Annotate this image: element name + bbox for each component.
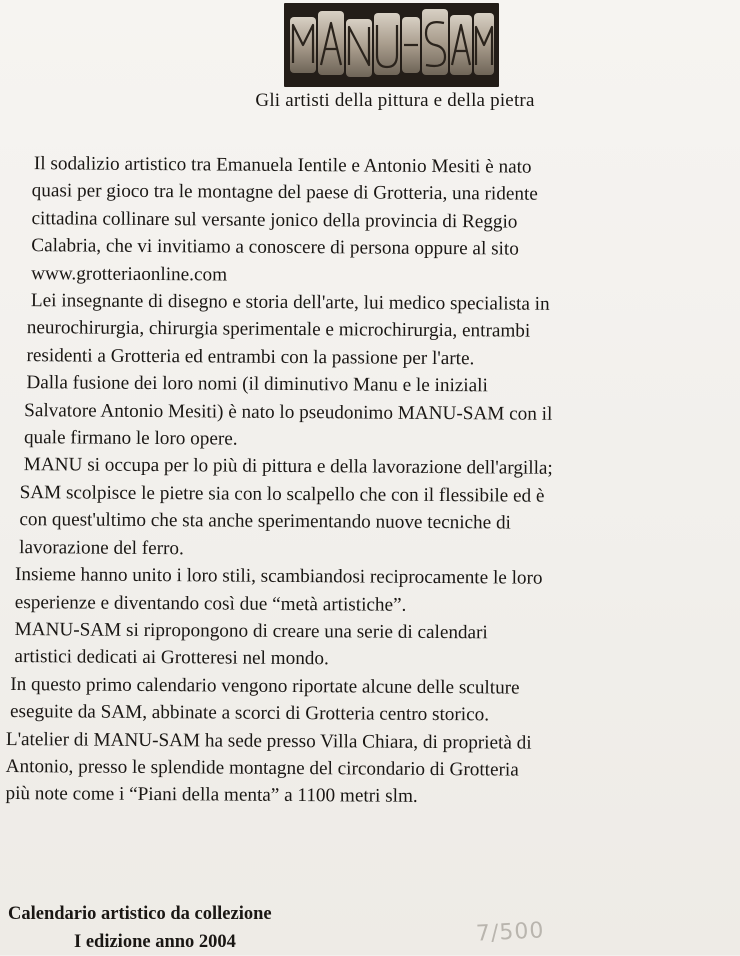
body-line: quasi per gioco tra le montagne del paese di Grotteria, una ridente xyxy=(31,180,538,206)
manu-sam-logo xyxy=(284,3,499,87)
body-line: Salvatore Antonio Mesiti) è nato lo pseudonimo MANU-SAM con il xyxy=(24,399,553,425)
body-line: Il sodalizio artistico tra Emanuela Ientile e Antonio Mesiti è nato xyxy=(33,153,532,178)
body-line: neurochirurgia, chirurgia sperimentale e microchirurgia, entrambi xyxy=(26,317,531,343)
subtitle: Gli artisti della pittura e della pietra xyxy=(255,90,535,111)
body-line: più note come i “Piani della menta” a 1100 metri slm. xyxy=(5,783,418,808)
handwritten-edition-number: 7/500 xyxy=(475,918,546,947)
body-line: Dalla fusione dei loro nomi (il diminutivo Manu e le iniziali xyxy=(26,372,488,397)
body-text xyxy=(5,150,738,813)
body-line: MANU si occupa per lo più di pittura e della lavorazione dell'argilla; xyxy=(23,454,553,480)
body-line: quale firmano le loro opere. xyxy=(23,427,238,450)
body-line: Antonio, presso le splendide montagne del circondario di Grotteria xyxy=(5,755,519,781)
body-line: MANU-SAM si ripropongono di creare una serie di calendari xyxy=(14,618,488,644)
body-line: esperienze e diventando così due “metà artistiche”. xyxy=(14,591,407,616)
body-line: artistici dedicati ai Grotteresi nel mondo. xyxy=(14,646,329,670)
body-line: Insieme hanno unito i loro stili, scambiandosi reciprocamente le loro xyxy=(14,564,543,589)
logo-artwork xyxy=(284,3,499,87)
body-line: In questo primo calendario vengono riportate alcune delle sculture xyxy=(10,673,520,699)
body-line: lavorazione del ferro. xyxy=(19,536,184,559)
body-line: www.grotteriaonline.com xyxy=(31,262,228,286)
edition-footer xyxy=(8,900,272,956)
body-line: Calabria, che vi invitiamo a conoscere di persona oppure al sito xyxy=(31,235,519,260)
footer-line-collection: Calendario artistico da collezione xyxy=(8,904,272,924)
body-line: L'atelier di MANU-SAM ha sede presso Villa Chiara, di proprietà di xyxy=(5,728,532,754)
body-line: cittadina collinare sul versante jonico della provincia di Reggio xyxy=(31,207,518,233)
body-line: con quest'ultimo che sta anche sperimentando nuove tecniche di xyxy=(19,509,511,534)
body-line: SAM scolpisce le pietre sia con lo scalpello che con il flessibile ed è xyxy=(19,481,545,507)
footer-line-edition: I edizione anno 2004 xyxy=(74,932,236,952)
body-line: residenti a Grotteria ed entrambi con la passione per l'arte. xyxy=(26,344,475,370)
body-line: Lei insegnante di disegno e storia dell'arte, lui medico specialista in xyxy=(30,290,550,315)
body-line: eseguite da SAM, abbinate a scorci di Grotteria centro storico. xyxy=(10,701,490,726)
